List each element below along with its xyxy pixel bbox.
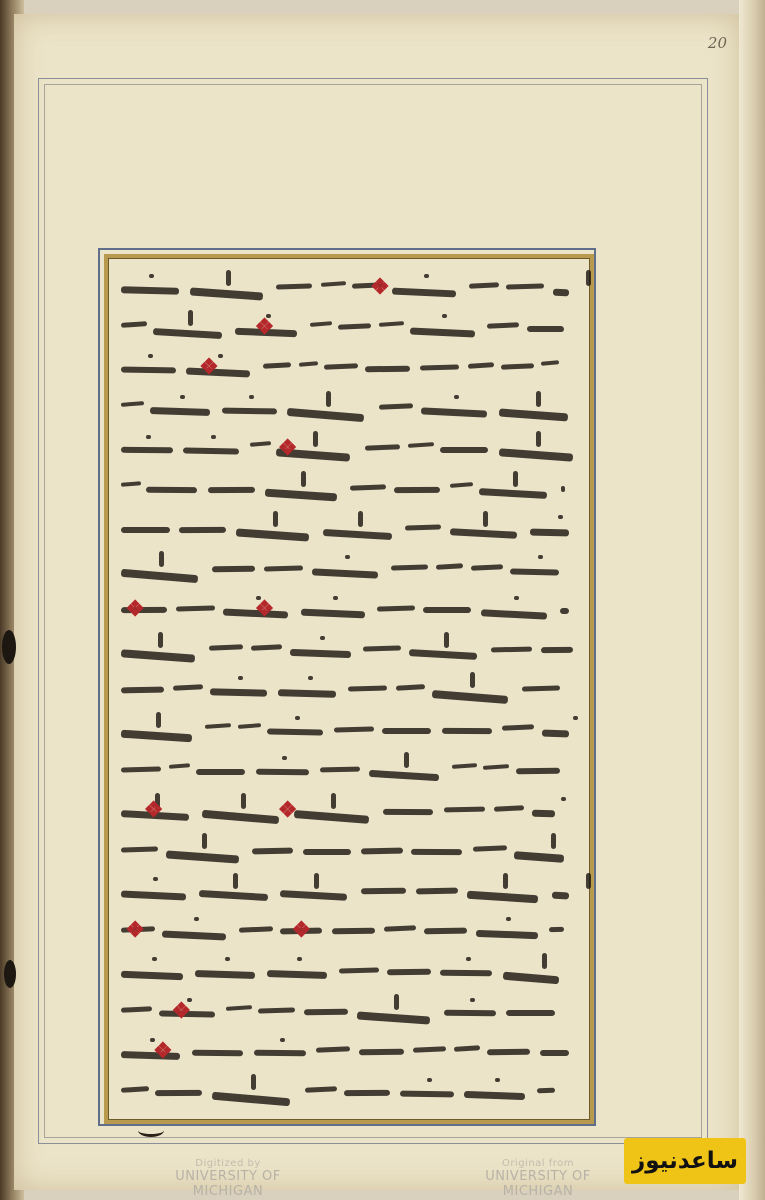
- ink-stroke: [499, 408, 569, 421]
- ink-stroke: [542, 730, 569, 738]
- ink-stroke: [348, 686, 387, 692]
- ink-stroke: [120, 649, 195, 662]
- ink-stroke: [289, 649, 350, 658]
- ink-stroke: [487, 1049, 530, 1055]
- ink-stroke: [120, 890, 185, 900]
- ink-dot: [538, 555, 543, 559]
- ink-dot: [225, 957, 230, 961]
- text-line: [116, 1036, 578, 1076]
- ink-dot: [194, 917, 199, 921]
- ink-dot: [503, 873, 508, 889]
- ink-dot: [470, 672, 475, 688]
- ink-stroke: [205, 724, 231, 730]
- ink-dot: [249, 395, 254, 399]
- text-line: [116, 835, 578, 875]
- ink-stroke: [436, 563, 464, 569]
- digitized-institution: UNIVERSITY OF MICHIGAN: [175, 1169, 281, 1199]
- ink-dot: [146, 435, 151, 439]
- ink-stroke: [209, 645, 243, 651]
- ink-stroke: [469, 282, 499, 288]
- ink-stroke: [450, 482, 473, 488]
- ink-dot: [152, 957, 157, 961]
- ink-dot: [326, 391, 331, 407]
- ink-stroke: [530, 528, 569, 536]
- ink-stroke: [165, 850, 238, 863]
- rubric-marker: ❖: [171, 997, 192, 1024]
- binding-spot: [4, 960, 16, 988]
- ink-stroke: [250, 441, 271, 447]
- original-institution: UNIVERSITY OF MICHIGAN: [485, 1169, 591, 1199]
- text-line: [116, 674, 578, 714]
- ink-stroke: [464, 1091, 525, 1100]
- ink-stroke: [560, 608, 569, 614]
- text-line: [116, 473, 578, 513]
- ink-stroke: [192, 1050, 243, 1057]
- text-line: [116, 513, 578, 553]
- ink-stroke: [323, 529, 392, 540]
- ink-stroke: [405, 524, 441, 530]
- ink-dot: [586, 270, 591, 286]
- ink-dot: [558, 515, 563, 519]
- rubric-marker: ❖: [277, 796, 298, 823]
- ink-stroke: [120, 481, 140, 487]
- text-line: [116, 352, 578, 392]
- folio-number: 20: [707, 34, 727, 52]
- ink-stroke: [196, 768, 245, 774]
- ink-stroke: [532, 810, 555, 817]
- ink-stroke: [383, 809, 433, 815]
- ink-stroke: [537, 1088, 555, 1094]
- ink-stroke: [305, 1086, 337, 1092]
- ink-dot: [394, 994, 399, 1010]
- text-line: [116, 915, 578, 955]
- ink-stroke: [316, 1047, 351, 1053]
- rubric-marker: ❖: [152, 1037, 173, 1064]
- ink-stroke: [312, 569, 379, 580]
- ink-stroke: [468, 362, 494, 368]
- ink-stroke: [254, 1050, 306, 1057]
- ink-stroke: [195, 970, 255, 979]
- ink-stroke: [121, 367, 176, 374]
- ink-stroke: [251, 644, 282, 650]
- ink-stroke: [471, 564, 503, 570]
- ink-stroke: [361, 847, 403, 853]
- ink-stroke: [263, 362, 292, 368]
- ink-stroke: [202, 810, 280, 824]
- ink-dot: [297, 957, 302, 961]
- text-line: [116, 1076, 578, 1116]
- ink-dot: [156, 712, 161, 728]
- ink-dot: [313, 431, 318, 447]
- ink-dot: [233, 873, 238, 889]
- original-watermark: [448, 1158, 628, 1199]
- ink-stroke: [298, 361, 318, 367]
- ink-stroke: [503, 972, 560, 985]
- ink-stroke: [475, 930, 537, 939]
- ink-dot: [483, 511, 488, 527]
- ink-stroke: [238, 723, 261, 729]
- ink-stroke: [304, 1009, 348, 1015]
- ink-stroke: [384, 926, 416, 932]
- text-line: [116, 433, 578, 473]
- ink-stroke: [324, 363, 358, 369]
- ink-stroke: [440, 970, 492, 977]
- rubric-marker: ❖: [254, 595, 275, 622]
- ink-stroke: [467, 890, 539, 902]
- ink-stroke: [560, 486, 564, 492]
- ink-stroke: [506, 1010, 555, 1016]
- ink-dot: [513, 471, 518, 487]
- ink-stroke: [382, 728, 431, 734]
- digitized-label: Digitized by: [195, 1158, 261, 1169]
- ink-dot: [159, 551, 164, 567]
- ink-stroke: [363, 646, 401, 652]
- ink-stroke: [506, 284, 544, 290]
- page-edges: [739, 0, 765, 1200]
- ink-dot: [308, 676, 313, 680]
- ink-stroke: [552, 892, 569, 900]
- ink-stroke: [338, 323, 371, 329]
- ink-stroke: [172, 684, 202, 690]
- ink-stroke: [294, 810, 370, 824]
- ink-stroke: [452, 764, 477, 770]
- ink-stroke: [420, 364, 459, 370]
- ink-stroke: [169, 763, 191, 769]
- original-label: Original from: [501, 1158, 575, 1169]
- ink-stroke: [361, 888, 406, 894]
- ink-stroke: [444, 807, 485, 813]
- ink-stroke: [391, 565, 428, 571]
- ink-stroke: [176, 605, 215, 611]
- ink-stroke: [120, 1086, 148, 1092]
- ink-stroke: [121, 687, 164, 693]
- ink-stroke: [379, 403, 413, 409]
- ink-stroke: [500, 363, 533, 369]
- ink-stroke: [400, 1090, 454, 1097]
- ink-stroke: [440, 447, 488, 453]
- ink-dot: [514, 596, 519, 600]
- ink-stroke: [121, 1006, 152, 1012]
- ink-dot: [561, 797, 566, 801]
- ink-stroke: [502, 725, 534, 731]
- ink-stroke: [153, 328, 222, 339]
- ink-dot: [158, 632, 163, 648]
- ink-stroke: [549, 927, 564, 933]
- rubric-marker: ❖: [254, 314, 275, 341]
- ink-stroke: [392, 287, 456, 297]
- ink-stroke: [481, 609, 548, 620]
- ink-stroke: [491, 646, 532, 652]
- ink-stroke: [332, 928, 375, 934]
- ink-stroke: [432, 690, 508, 704]
- ink-stroke: [527, 326, 564, 332]
- ink-stroke: [264, 565, 303, 571]
- ink-stroke: [483, 764, 509, 770]
- ink-stroke: [479, 488, 547, 499]
- ink-stroke: [442, 728, 492, 734]
- rubric-marker: ❖: [125, 595, 145, 622]
- ink-stroke: [407, 442, 433, 448]
- ink-dot: [551, 833, 556, 849]
- ink-stroke: [121, 846, 158, 852]
- ink-stroke: [541, 361, 559, 367]
- rubric-marker: ❖: [199, 354, 219, 381]
- ink-stroke: [121, 287, 179, 295]
- ink-dot: [358, 511, 363, 527]
- text-line: [116, 875, 578, 915]
- ink-stroke: [510, 568, 559, 576]
- ink-stroke: [320, 767, 360, 773]
- ink-stroke: [540, 1050, 569, 1056]
- text-line: [116, 272, 578, 312]
- rubric-marker: ❖: [277, 434, 298, 461]
- ink-stroke: [301, 609, 365, 619]
- ink-dot: [466, 957, 471, 961]
- ink-dot: [573, 716, 578, 720]
- ink-stroke: [553, 289, 569, 297]
- ink-dot: [542, 953, 547, 969]
- ink-stroke: [189, 287, 262, 300]
- ink-stroke: [379, 321, 404, 327]
- ink-stroke: [409, 327, 474, 337]
- ink-dot: [218, 354, 223, 358]
- text-line: [116, 955, 578, 995]
- text-line: [116, 634, 578, 674]
- ink-stroke: [321, 281, 346, 287]
- ink-dot: [495, 1078, 500, 1082]
- ink-stroke: [120, 322, 146, 328]
- ink-stroke: [450, 528, 517, 539]
- text-line: [116, 996, 578, 1036]
- ink-dot: [149, 274, 154, 278]
- ink-stroke: [357, 1011, 430, 1024]
- ink-stroke: [444, 1010, 496, 1017]
- ink-stroke: [303, 849, 351, 855]
- ink-stroke: [236, 529, 309, 542]
- ink-stroke: [120, 569, 197, 583]
- ink-dot: [331, 793, 336, 809]
- ink-stroke: [120, 970, 182, 979]
- ink-dot: [506, 917, 511, 921]
- ink-stroke: [267, 729, 323, 737]
- digitized-watermark: [138, 1158, 318, 1199]
- ink-stroke: [377, 605, 415, 611]
- rubric-marker: ❖: [291, 917, 312, 944]
- ink-stroke: [212, 566, 255, 572]
- ink-stroke: [344, 1089, 390, 1095]
- text-line: [116, 594, 578, 634]
- ink-dot: [424, 274, 429, 278]
- ink-stroke: [146, 487, 197, 494]
- ink-dot: [345, 555, 350, 559]
- ink-stroke: [239, 926, 273, 932]
- ink-stroke: [541, 647, 573, 653]
- ink-stroke: [258, 1007, 295, 1013]
- ink-stroke: [350, 484, 386, 490]
- text-line: [116, 754, 578, 794]
- ink-stroke: [365, 366, 410, 372]
- ink-dot: [333, 596, 338, 600]
- ink-dot: [320, 636, 325, 640]
- ink-stroke: [359, 1049, 404, 1055]
- ink-stroke: [369, 770, 439, 782]
- ink-stroke: [334, 726, 374, 732]
- ink-stroke: [256, 769, 309, 776]
- ink-stroke: [487, 323, 519, 329]
- ink-stroke: [394, 487, 440, 493]
- ink-dot: [280, 1038, 285, 1042]
- ink-dot: [536, 431, 541, 447]
- ink-dot: [282, 756, 287, 760]
- rubric-marker: ❖: [143, 796, 164, 823]
- text-line: [116, 312, 578, 352]
- ink-stroke: [364, 444, 399, 450]
- ink-stroke: [287, 408, 364, 422]
- ink-dot: [211, 435, 216, 439]
- ink-stroke: [120, 401, 143, 407]
- ink-stroke: [265, 488, 337, 500]
- ink-stroke: [212, 1092, 290, 1107]
- ink-dot: [442, 314, 447, 318]
- ink-stroke: [252, 847, 293, 853]
- ink-stroke: [494, 805, 524, 811]
- text-block: [116, 262, 578, 1108]
- ink-stroke: [121, 527, 170, 533]
- text-line: [116, 553, 578, 593]
- ink-dot: [427, 1078, 432, 1082]
- ink-stroke: [424, 928, 467, 934]
- ink-stroke: [472, 846, 506, 852]
- rubric-marker: ❖: [125, 917, 145, 944]
- ink-dot: [241, 793, 246, 809]
- ink-dot: [295, 716, 300, 720]
- ink-stroke: [276, 283, 313, 289]
- ink-dot: [470, 998, 475, 1002]
- ink-stroke: [416, 888, 458, 894]
- ink-stroke: [339, 967, 379, 973]
- text-line: [116, 393, 578, 433]
- ink-stroke: [120, 730, 191, 742]
- text-line: [116, 795, 578, 835]
- ink-dot: [238, 676, 243, 680]
- ink-dot: [188, 310, 193, 326]
- ink-stroke: [222, 407, 277, 414]
- ink-dot: [226, 270, 231, 286]
- ink-dot: [454, 395, 459, 399]
- ink-stroke: [409, 649, 478, 660]
- ink-dot: [148, 354, 153, 358]
- ink-stroke: [498, 448, 572, 461]
- ink-stroke: [150, 407, 210, 416]
- ink-stroke: [226, 1005, 252, 1011]
- ink-stroke: [210, 689, 267, 697]
- ink-dot: [444, 632, 449, 648]
- ink-stroke: [310, 321, 332, 327]
- ink-stroke: [280, 890, 348, 901]
- ink-stroke: [396, 684, 425, 690]
- ink-stroke: [516, 768, 560, 774]
- ink-stroke: [155, 1090, 202, 1096]
- ink-dot: [301, 471, 306, 487]
- catchword: [138, 1124, 164, 1137]
- binding-spot: [2, 630, 16, 664]
- ink-dot: [586, 873, 591, 889]
- ink-stroke: [121, 766, 161, 772]
- ink-dot: [153, 877, 158, 881]
- text-line: [116, 714, 578, 754]
- rubric-marker: ❖: [370, 274, 390, 300]
- ink-stroke: [454, 1045, 481, 1051]
- ink-stroke: [162, 930, 227, 940]
- ink-stroke: [179, 527, 226, 533]
- ink-stroke: [121, 447, 173, 454]
- ink-dot: [202, 833, 207, 849]
- saednews-logo: ساعدنیوز: [624, 1138, 746, 1184]
- ink-stroke: [411, 849, 462, 855]
- ink-dot: [536, 391, 541, 407]
- ink-stroke: [413, 1046, 446, 1052]
- ink-stroke: [208, 487, 255, 493]
- ink-stroke: [278, 689, 336, 697]
- ink-dot: [314, 873, 319, 889]
- ink-stroke: [387, 968, 431, 974]
- ink-stroke: [267, 970, 327, 979]
- ink-stroke: [183, 447, 239, 455]
- ink-dot: [404, 752, 409, 768]
- ink-stroke: [514, 851, 564, 862]
- ink-stroke: [423, 607, 471, 613]
- ink-stroke: [522, 686, 560, 692]
- ink-dot: [180, 395, 185, 399]
- ink-stroke: [421, 408, 487, 418]
- ink-dot: [273, 511, 278, 527]
- ink-dot: [251, 1074, 256, 1090]
- ink-stroke: [198, 890, 267, 901]
